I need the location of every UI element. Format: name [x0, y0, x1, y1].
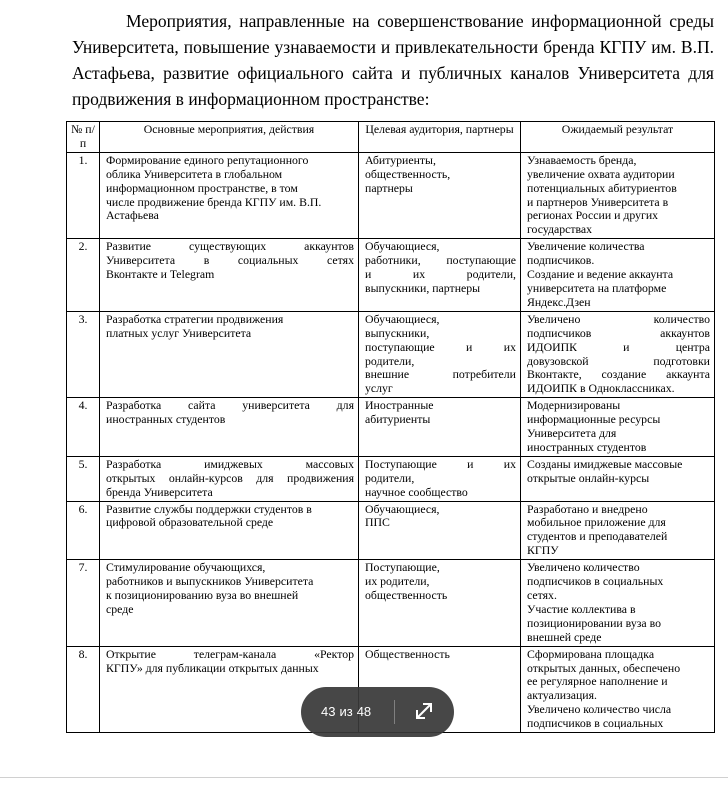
row-number: 6. — [67, 501, 100, 560]
page-separator: из — [339, 704, 353, 719]
cell-line: цифровой образовательной среде — [106, 515, 274, 530]
cell-line: Открытие телеграм-канала «Ректор — [106, 646, 354, 661]
cell-line: поступающие и их — [365, 339, 516, 354]
page-viewer-overlay — [301, 687, 454, 737]
cell-result — [521, 456, 715, 501]
cell-line: общественность, — [365, 166, 451, 181]
cell-line: позиционировании вуза во — [527, 615, 661, 630]
cell-line: выпускники, — [365, 325, 430, 340]
cell-result — [521, 152, 715, 238]
section-heading: Мероприятия, направленные на совершенствование информационной среды Университета, повышение узнаваемости и привлекательности бренда КГПУ им. В.П. Астафьева, развитие официального сайта и публичных каналов Университета для продвижения в информационном пространстве: — [72, 11, 714, 109]
cell-line: мобильное приложение для — [527, 515, 666, 530]
cell-line: потенциальных абитуриентов — [527, 180, 677, 195]
cell-line: и их родители, — [365, 267, 516, 282]
cell-line: Иностранные — [365, 398, 434, 413]
cell-result — [521, 560, 715, 646]
cell-line: государствах — [527, 222, 593, 237]
cell-line: Астафьева — [106, 208, 159, 223]
cell-line: открытых данных, обеспечено — [527, 660, 681, 675]
cell-line: Формирование единого репутационного — [106, 152, 309, 167]
cell-line: ее регулярное наполнение и — [527, 674, 668, 689]
cell-line: университета на платформе — [527, 280, 667, 295]
cell-event — [100, 456, 359, 501]
cell-line: Обучающиеся, — [365, 501, 440, 516]
cell-line: и партнеров Университета в — [527, 194, 669, 209]
header-audience: Целевая аудитория, партнеры — [359, 122, 521, 153]
viewer-divider — [394, 700, 395, 724]
cell-line: КГПУ — [527, 543, 559, 558]
cell-line: ИДОИПК и центра — [527, 339, 710, 354]
cell-event — [100, 311, 359, 397]
header-result: Ожидаемый результат — [521, 122, 715, 153]
events-table — [66, 121, 715, 733]
cell-audience — [359, 239, 521, 312]
cell-line: Увеличено количество — [527, 560, 640, 575]
cell-line: информационном пространстве, в том — [106, 180, 298, 195]
cell-result — [521, 646, 715, 732]
cell-line: научное сообщество — [365, 484, 468, 499]
cell-event — [100, 501, 359, 560]
cell-line: Университета для — [527, 426, 617, 441]
cell-line: бренда Университета — [106, 484, 213, 499]
current-page: 43 — [321, 704, 336, 719]
cell-line: работники, поступающие — [365, 253, 516, 268]
table-header-row — [67, 122, 715, 153]
cell-line: регионах России и других — [527, 208, 659, 223]
header-num: № п/п — [67, 122, 100, 153]
cell-line: Увеличено количество — [527, 311, 710, 326]
table-row — [67, 311, 715, 397]
cell-line: довузовской подготовки — [527, 353, 710, 368]
cell-line: Обучающиеся, — [365, 239, 440, 254]
cell-line: Разработка стратегии продвижения — [106, 311, 284, 326]
expand-icon[interactable] — [411, 698, 437, 724]
cell-line: подписчиков. — [527, 253, 595, 268]
cell-line: их родители, — [365, 574, 430, 589]
cell-line: услуг — [365, 381, 393, 396]
row-number: 4. — [67, 398, 100, 457]
cell-line: Узнаваемость бренда, — [527, 152, 637, 167]
cell-line: сетях. — [527, 588, 557, 602]
cell-line: Разработка имиджевых массовых — [106, 456, 354, 471]
cell-audience — [359, 398, 521, 457]
cell-audience — [359, 560, 521, 646]
table-row — [67, 501, 715, 560]
cell-line: выпускники, партнеры — [365, 280, 481, 295]
row-number: 2. — [67, 239, 100, 312]
cell-line: внешней среде — [527, 629, 602, 644]
cell-line: Общественность — [365, 646, 450, 661]
table-row — [67, 398, 715, 457]
cell-line: иностранных студентов — [106, 412, 226, 427]
cell-audience — [359, 311, 521, 397]
cell-line: числе продвижение бренда КГПУ им. В.П. — [106, 194, 322, 209]
cell-line: Поступающие и их — [365, 456, 516, 471]
cell-audience — [359, 501, 521, 560]
cell-line: Развитие существующих аккаунтов — [106, 239, 354, 254]
cell-result — [521, 239, 715, 312]
cell-line: Яндекс.Дзен — [527, 294, 591, 309]
cell-line: среде — [106, 601, 134, 616]
cell-line: Разработано и внедрено — [527, 501, 648, 516]
cell-line: Создание и ведение аккаунта — [527, 267, 674, 282]
cell-line: подписчиков в социальных — [527, 716, 664, 731]
cell-line: Абитуриенты, — [365, 152, 436, 167]
table-row — [67, 239, 715, 312]
total-pages: 48 — [356, 704, 372, 719]
cell-line: КГПУ» для публикации открытых данных — [106, 660, 319, 675]
cell-line: ППС — [365, 515, 390, 530]
cell-line: Развитие службы поддержки студентов в — [106, 501, 312, 516]
row-number: 8. — [67, 646, 100, 732]
table-row — [67, 152, 715, 238]
cell-line: облика Университета в глобальном — [106, 166, 283, 181]
cell-line: общественность — [365, 588, 448, 602]
cell-line: увеличение охвата аудитории — [527, 166, 675, 181]
cell-audience — [359, 456, 521, 501]
cell-line: Увеличено количество числа — [527, 702, 672, 717]
cell-line: подписчиков аккаунтов — [527, 325, 710, 340]
cell-result — [521, 501, 715, 560]
cell-line: платных услуг Университета — [106, 325, 252, 340]
cell-line: ИДОИПК в Одноклассниках. — [527, 381, 675, 396]
cell-line: студентов и преподавателей — [527, 529, 668, 544]
cell-line: Вконтакте и Telegram — [106, 267, 215, 282]
page-bottom-divider — [0, 777, 728, 778]
cell-audience — [359, 152, 521, 238]
cell-line: внешние потребители — [365, 367, 516, 382]
cell-line: родители, — [365, 353, 415, 368]
cell-event — [100, 398, 359, 457]
cell-line: работников и выпускников Университета — [106, 574, 314, 589]
cell-line: иностранных студентов — [527, 439, 647, 454]
cell-result — [521, 311, 715, 397]
table-row — [67, 560, 715, 646]
cell-line: Стимулирование обучающихся, — [106, 560, 266, 575]
cell-line: Созданы имиджевые массовые — [527, 456, 683, 471]
cell-line: к позиционированию вуза во внешней — [106, 588, 299, 602]
cell-line: информационные ресурсы — [527, 412, 661, 427]
cell-event — [100, 152, 359, 238]
cell-event — [100, 560, 359, 646]
cell-event — [100, 239, 359, 312]
row-number: 1. — [67, 152, 100, 238]
cell-line: Модернизированы — [527, 398, 621, 413]
cell-line: Обучающиеся, — [365, 311, 440, 326]
cell-line: Вконтакте, создание аккаунта — [527, 367, 710, 382]
cell-line: Поступающие, — [365, 560, 440, 575]
cell-line: Увеличение количества — [527, 239, 645, 254]
cell-result — [521, 398, 715, 457]
cell-line: Разработка сайта университета для — [106, 398, 354, 413]
cell-line: родители, — [365, 470, 415, 485]
cell-line: Участие коллектива в — [527, 601, 636, 616]
cell-line: актуализация. — [527, 688, 597, 703]
header-event: Основные мероприятия, действия — [100, 122, 359, 153]
cell-line: абитуриенты — [365, 412, 431, 427]
row-number: 5. — [67, 456, 100, 501]
cell-line: открытых онлайн-курсов для продвижения — [106, 470, 354, 485]
cell-line: партнеры — [365, 180, 413, 195]
row-number: 7. — [67, 560, 100, 646]
cell-line: открытые онлайн-курсы — [527, 470, 650, 485]
cell-line: подписчиков в социальных — [527, 574, 664, 589]
cell-line: Сформирована площадка — [527, 646, 655, 661]
cell-line: Университета в социальных сетях — [106, 253, 354, 268]
page-counter — [321, 704, 375, 719]
row-number: 3. — [67, 311, 100, 397]
table-row — [67, 456, 715, 501]
